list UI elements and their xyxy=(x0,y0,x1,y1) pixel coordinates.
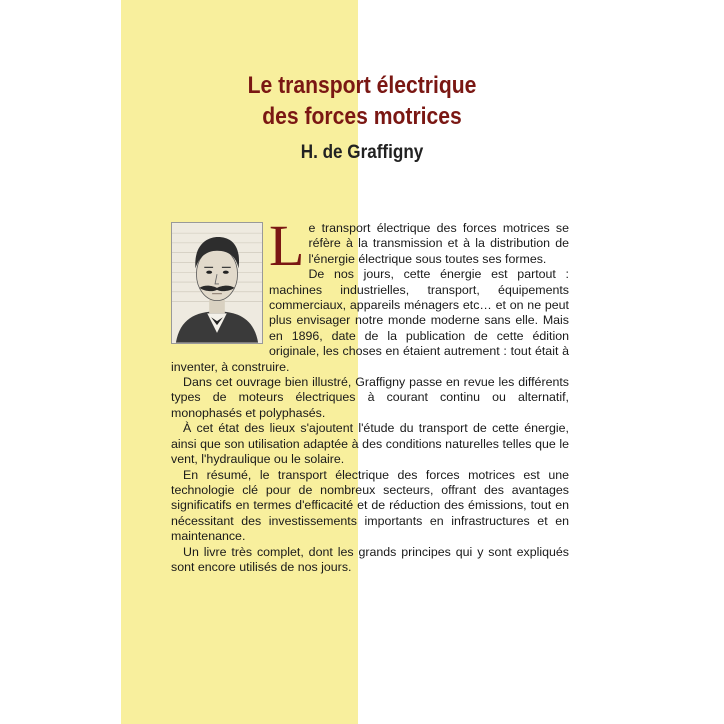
description-text xyxy=(171,213,569,575)
paragraph-2: De nos jours, cette énergie est partout : machines industrielles, transport, équipements commerciaux, appareils ménagers etc… et on ne peut plus envisager notre monde moderne sans elle. Mais en 1896, date de la publication de cette édition originale, les choses en étaient autrement : tout était à inventer, à construire. xyxy=(171,267,569,374)
paragraph-1-text: e transport électrique des forces motrices se réfère à la transmission et à la distribution de l'énergie électrique sous toutes ses formes. xyxy=(308,221,569,266)
portrait-spacer xyxy=(171,221,269,359)
paragraph-5: En résumé, le transport électrique des forces motrices est une technologie clé pour de nombreux secteurs, offrant des avantages significatifs en termes d'efficacité et de réduction des émissions, tout en nécessitant des investissements importants en infrastructures et en maintenance. xyxy=(171,467,569,544)
title-line-1: Le transport électrique xyxy=(247,72,477,99)
drop-cap: L xyxy=(269,213,305,278)
paragraph-6: Un livre très complet, dont les grands principes qui y sont expliqués sont encore utilisés de nos jours. xyxy=(171,544,569,574)
title-line-2: des forces motrices xyxy=(262,103,462,130)
paragraph-4: À cet état des lieux s'ajoutent l'étude du transport de cette énergie, ainsi que son utilisation adaptée à des conditions naturelles telles que le vent, l'hydraulique ou le solaire. xyxy=(171,421,569,467)
book-title xyxy=(184,70,540,132)
paragraph-3: Dans cet ouvrage bien illustré, Graffigny passe en revue les différents types de moteurs électriques à courant continu ou alternatif, monophasés et polyphasés. xyxy=(171,375,569,420)
author-name: H. de Graffigny xyxy=(300,142,424,163)
